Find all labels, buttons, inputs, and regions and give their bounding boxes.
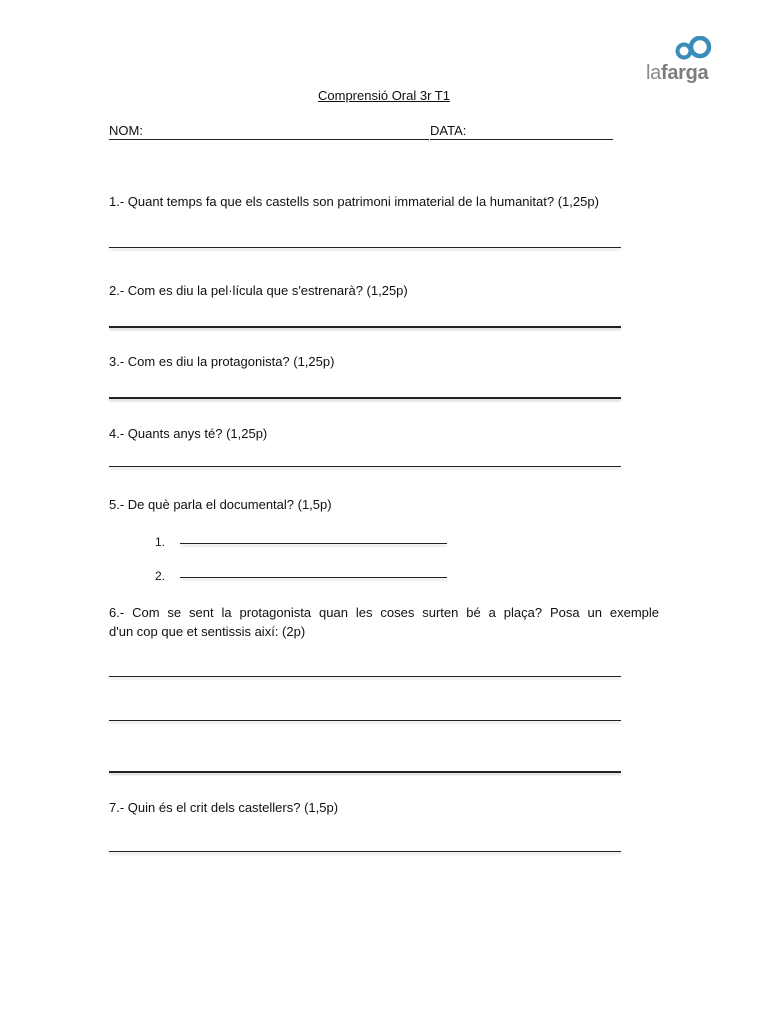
question-2: 2.- Com es diu la pel·lícula que s'estrenarà? (1,25p) [109, 283, 408, 298]
answer-line-6a[interactable] [109, 676, 621, 677]
question-3: 3.- Com es diu la protagonista? (1,25p) [109, 354, 335, 369]
answer-line-6b[interactable] [109, 720, 621, 721]
question-1: 1.- Quant temps fa que els castells son patrimoni immaterial de la humanitat? (1,25p) [109, 194, 599, 209]
answer-line-7[interactable] [109, 851, 621, 852]
name-label: NOM: [109, 123, 143, 138]
lafarga-logo [644, 36, 716, 86]
question-5-item-2-line[interactable] [180, 577, 447, 578]
question-6-line-2: d'un cop que et sentissis així: (2p) [109, 624, 306, 639]
question-7: 7.- Quin és el crit dels castellers? (1,5p) [109, 800, 339, 815]
page-title: Comprensió Oral 3r T1 [318, 88, 450, 103]
question-5-item-1-line[interactable] [180, 543, 447, 544]
date-field-line[interactable] [430, 139, 613, 140]
logo-wordmark: lafarga [646, 62, 709, 84]
date-label: DATA: [430, 123, 467, 138]
question-4: 4.- Quants anys té? (1,25p) [109, 426, 268, 441]
question-5-item-2-number: 2. [155, 569, 166, 583]
logo-rings-icon [674, 36, 714, 62]
answer-line-2[interactable] [109, 326, 621, 328]
name-field-line[interactable] [109, 139, 429, 140]
question-6 [109, 603, 659, 641]
answer-line-6c[interactable] [109, 771, 621, 773]
answer-line-4[interactable] [109, 466, 621, 467]
answer-line-1[interactable] [109, 247, 621, 248]
question-5-item-1-number: 1. [155, 535, 166, 549]
question-6-line-1: 6.- Com se sent la protagonista quan les coses surten bé a plaça? Posa un exemple [109, 605, 659, 620]
question-5: 5.- De què parla el documental? (1,5p) [109, 497, 332, 512]
answer-line-3[interactable] [109, 397, 621, 399]
